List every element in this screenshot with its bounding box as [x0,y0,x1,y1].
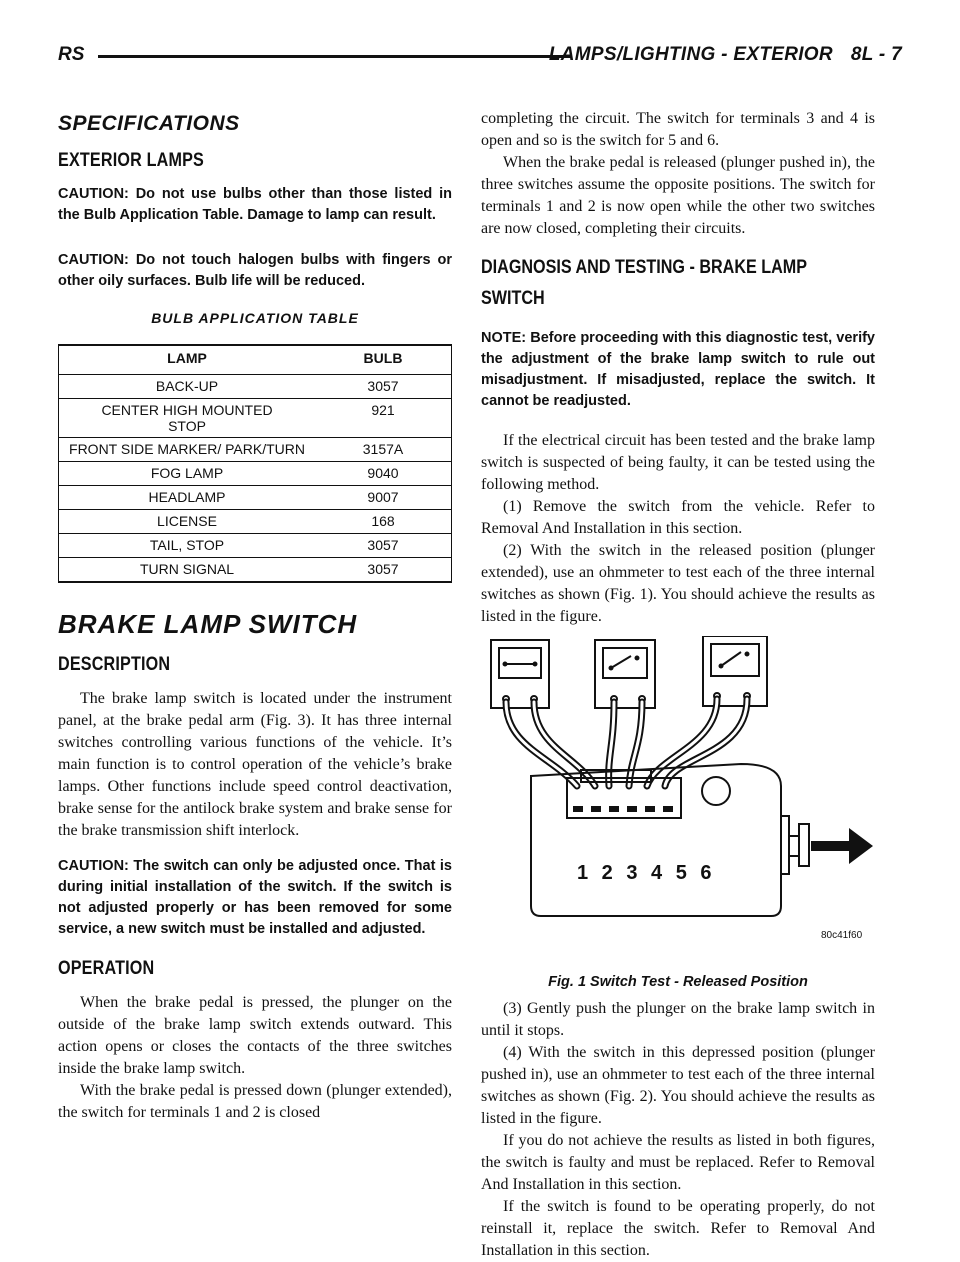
operation-heading: OPERATION [58,957,155,979]
lamp-cell: TURN SIGNAL [59,558,316,582]
table-row [59,399,452,438]
lamp-cell: FOG LAMP [59,462,316,486]
ohmmeter-2 [595,640,655,708]
diagnosis-step-3: (3) Gently push the plunger on the brake lamp switch in until it stops. [481,1000,875,1039]
ohmmeter-3 [703,636,767,706]
bulb-cell: 3057 [315,534,452,558]
specifications-heading: SPECIFICATIONS [58,112,240,135]
terminal-pins [573,806,673,812]
test-leads [506,699,747,786]
table-row [59,375,452,399]
caution-halogen: CAUTION: Do not touch halogen bulbs with fingers or other oily surfaces. Bulb life will be reduced. [58,252,452,289]
diagnosis-heading: DIAGNOSIS AND TESTING - BRAKE LAMP SWITCH [481,257,807,309]
manual-code: RS [58,44,85,65]
header-title [549,44,902,66]
table-row [59,438,452,462]
table-row [59,558,452,582]
bulb-cell: 921 [315,399,452,438]
exterior-lamps-heading: EXTERIOR LAMPS [58,150,204,171]
bulb-cell: 3157A [315,438,452,462]
brake-lamp-switch-heading: BRAKE LAMP SWITCH [58,608,358,639]
table-row [59,462,452,486]
figure-code: 80c41f60 [821,930,863,941]
bulb-cell: 9007 [315,486,452,510]
diagnosis-step-4: (4) With the switch in this depressed position (plunger pushed in), use an ohmmeter to test each of the three internal switches as shown (Fig. 2). You should achieve the results as listed in the figure. [481,1044,875,1127]
operation-paragraph-2-continued: completing the circuit. The switch for terminals 3 and 4 is open and so is the switch for 5 and 6. [481,110,875,149]
left-column [58,98,452,1124]
plunger-arrow [811,828,873,864]
diagnosis-paragraph-2: If you do not achieve the results as listed in both figures, the switch is faulty and must be replaced. Refer to Removal And Installation in this section. [481,1132,875,1193]
operation-paragraph-2: With the brake pedal is pressed down (plunger extended), the switch for terminals 1 and 2 is closed [58,1081,452,1121]
table-title: BULB APPLICATION TABLE [151,310,359,326]
brake-switch-body [531,764,809,916]
terminal-numbers: 1 2 3 4 5 6 [577,862,716,884]
figure-caption: Fig. 1 Switch Test - Released Position [548,974,808,990]
lamp-cell: FRONT SIDE MARKER/ PARK/TURN [59,438,316,462]
table-row [59,510,452,534]
lamp-cell: HEADLAMP [59,486,316,510]
caution-bulbs: CAUTION: Do not use bulbs other than those listed in the Bulb Application Table. Damage to lamp can result. [58,186,452,223]
diagnosis-paragraph-3: If the switch is found to be operating properly, do not reinstall it, replace the switch. Refer to Removal And Installation in this section. [481,1198,875,1259]
diagnosis-step-1: (1) Remove the switch from the vehicle. Refer to Removal And Installation in this section. [481,498,875,537]
caution-adjust-once: CAUTION: The switch can only be adjusted once. That is during initial installation of the switch. If the switch is not adjusted properly or has been removed for some service, a new switch must be installed and adjusted. [58,857,452,937]
page-header [58,44,902,74]
bulb-cell: 3057 [315,375,452,399]
diagnosis-note: NOTE: Before proceeding with this diagnostic test, verify the adjustment of the brake lamp switch to rule out misadjustment. If misadjusted, replace the switch. It cannot be readjusted. [481,330,875,409]
table-header-lamp: LAMP [59,345,316,375]
lamp-cell: TAIL, STOP [59,534,316,558]
bulb-application-table [58,344,452,583]
table-header-bulb: BULB [315,345,452,375]
table-row [59,534,452,558]
ohmmeter-1 [491,640,549,708]
bulb-cell: 168 [315,510,452,534]
table-row [59,486,452,510]
lamp-cell: BACK-UP [59,375,316,399]
switch-test-figure [481,636,875,974]
lamp-cell: CENTER HIGH MOUNTED STOP [59,399,316,438]
bulb-cell: 3057 [315,558,452,582]
page-number: 8L - 7 [850,44,902,65]
test-leads-inner [506,699,747,786]
operation-paragraph-1: When the brake pedal is pressed, the plunger on the outside of the brake lamp switch extends outward. This action opens or closes the contacts of the three switches inside the brake lamp switch. [58,993,452,1077]
diagnosis-paragraph-1: If the electrical circuit has been tested and the brake lamp switch is suspected of being faulty, it can be tested using the following method. [481,432,875,493]
description-heading: DESCRIPTION [58,653,171,675]
section-title: LAMPS/LIGHTING - EXTERIOR [548,44,833,65]
switch-test-diagram [481,636,875,946]
header-rule [98,55,572,58]
lamp-cell: LICENSE [59,510,316,534]
bulb-cell: 9040 [315,462,452,486]
right-column [481,108,875,1262]
operation-paragraph-3: When the brake pedal is released (plunger pushed in), the three switches assume the opposite positions. The switch for terminals 1 and 2 is now open while the other two switches are now closed, completing their circuits. [481,154,875,237]
diagnosis-step-2: (2) With the switch in the released position (plunger extended), use an ohmmeter to test each of the three internal switches as shown (Fig. 1). You should achieve the results as listed in the figure. [481,542,875,625]
description-paragraph: The brake lamp switch is located under the instrument panel, at the brake pedal arm (Fig. 3). It has three internal switches controlling various functions of the vehicle. It’s main function is to control operation of the vehicle’s brake lamps. Other functions include speed control deactivation, brake sense for the antilock brake system and brake sense for the brake transmission shift interlock. [58,689,452,839]
